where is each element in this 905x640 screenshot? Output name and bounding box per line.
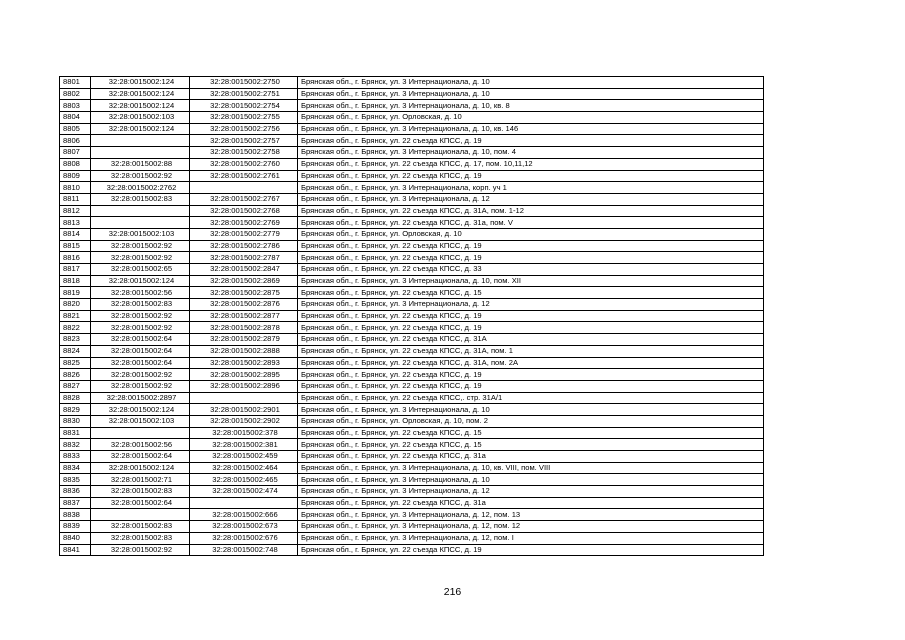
row-number: 8813 [60, 217, 91, 229]
parcel-cadastral-number: 32:28:0015002:64 [91, 497, 190, 509]
table-row [60, 544, 764, 556]
parcel-cadastral-number: 32:28:0015002:103 [91, 415, 190, 427]
object-cadastral-number [190, 182, 298, 194]
parcel-cadastral-number: 32:28:0015002:83 [91, 193, 190, 205]
object-cadastral-number: 32:28:0015002:666 [190, 509, 298, 521]
row-number: 8814 [60, 228, 91, 240]
address: Брянская обл., г. Брянск, ул. 22 съезда КПСС, д. 17, пом. 10,11,12 [298, 158, 764, 170]
row-number: 8817 [60, 264, 91, 276]
object-cadastral-number: 32:28:0015002:2888 [190, 345, 298, 357]
row-number: 8820 [60, 299, 91, 311]
table-row [60, 158, 764, 170]
object-cadastral-number: 32:28:0015002:2756 [190, 123, 298, 135]
object-cadastral-number: 32:28:0015002:474 [190, 486, 298, 498]
table-row [60, 100, 764, 112]
table-row [60, 474, 764, 486]
row-number: 8827 [60, 380, 91, 392]
object-cadastral-number: 32:28:0015002:2875 [190, 287, 298, 299]
object-cadastral-number: 32:28:0015002:2751 [190, 88, 298, 100]
address: Брянская обл., г. Брянск, ул. 22 съезда КПСС, д. 15 [298, 439, 764, 451]
parcel-cadastral-number [91, 217, 190, 229]
row-number: 8804 [60, 112, 91, 124]
object-cadastral-number: 32:28:0015002:2755 [190, 112, 298, 124]
address: Брянская обл., г. Брянск, ул. 3 Интернационала, д. 10, пом. XII [298, 275, 764, 287]
address: Брянская обл., г. Брянск, ул. 22 съезда КПСС, д. 33 [298, 264, 764, 276]
table-row [60, 392, 764, 404]
row-number: 8808 [60, 158, 91, 170]
parcel-cadastral-number [91, 509, 190, 521]
table-row [60, 123, 764, 135]
parcel-cadastral-number [91, 427, 190, 439]
object-cadastral-number: 32:28:0015002:2754 [190, 100, 298, 112]
object-cadastral-number: 32:28:0015002:2878 [190, 322, 298, 334]
row-number: 8841 [60, 544, 91, 556]
row-number: 8838 [60, 509, 91, 521]
table-row [60, 147, 764, 159]
address: Брянская обл., г. Брянск, ул. 22 съезда КПСС, д. 19 [298, 310, 764, 322]
table-row [60, 135, 764, 147]
address: Брянская обл., г. Брянск, ул. 3 Интернационала, д. 10 [298, 474, 764, 486]
row-number: 8835 [60, 474, 91, 486]
parcel-cadastral-number: 32:28:0015002:124 [91, 77, 190, 89]
parcel-cadastral-number: 32:28:0015002:64 [91, 334, 190, 346]
table-row [60, 439, 764, 451]
row-number: 8807 [60, 147, 91, 159]
table-row [60, 228, 764, 240]
parcel-cadastral-number: 32:28:0015002:83 [91, 532, 190, 544]
parcel-cadastral-number: 32:28:0015002:92 [91, 310, 190, 322]
address: Брянская обл., г. Брянск, ул. 3 Интернационала, д. 10 [298, 404, 764, 416]
address: Брянская обл., г. Брянск, ул. 3 Интернационала, д. 12, пом. I [298, 532, 764, 544]
object-cadastral-number: 32:28:0015002:2893 [190, 357, 298, 369]
table-row [60, 264, 764, 276]
parcel-cadastral-number: 32:28:0015002:92 [91, 369, 190, 381]
row-number: 8806 [60, 135, 91, 147]
object-cadastral-number: 32:28:0015002:2901 [190, 404, 298, 416]
row-number: 8810 [60, 182, 91, 194]
table-row [60, 193, 764, 205]
object-cadastral-number: 32:28:0015002:2879 [190, 334, 298, 346]
address: Брянская обл., г. Брянск, ул. 22 съезда КПСС, д. 19 [298, 240, 764, 252]
parcel-cadastral-number: 32:28:0015002:83 [91, 299, 190, 311]
table-row [60, 112, 764, 124]
table-row [60, 182, 764, 194]
address: Брянская обл., г. Брянск, ул. 3 Интернационала, д. 12 [298, 299, 764, 311]
parcel-cadastral-number: 32:28:0015002:65 [91, 264, 190, 276]
address: Брянская обл., г. Брянск, ул. 22 съезда КПСС, д. 31а, пом. V [298, 217, 764, 229]
table-row [60, 497, 764, 509]
table-row [60, 462, 764, 474]
row-number: 8824 [60, 345, 91, 357]
address: Брянская обл., г. Брянск, ул. 3 Интернационала, д. 10, кв. VIII, пом. VIII [298, 462, 764, 474]
object-cadastral-number: 32:28:0015002:2902 [190, 415, 298, 427]
parcel-cadastral-number: 32:28:0015002:64 [91, 451, 190, 463]
parcel-cadastral-number: 32:28:0015002:124 [91, 123, 190, 135]
parcel-cadastral-number: 32:28:0015002:124 [91, 462, 190, 474]
row-number: 8830 [60, 415, 91, 427]
address: Брянская обл., г. Брянск, ул. 3 Интернационала, д. 10, кв. 8 [298, 100, 764, 112]
parcel-cadastral-number: 32:28:0015002:92 [91, 544, 190, 556]
address: Брянская обл., г. Брянск, ул. 3 Интернационала, д. 10, кв. 146 [298, 123, 764, 135]
table-row [60, 415, 764, 427]
parcel-cadastral-number: 32:28:0015002:64 [91, 357, 190, 369]
parcel-cadastral-number: 32:28:0015002:83 [91, 521, 190, 533]
row-number: 8816 [60, 252, 91, 264]
object-cadastral-number: 32:28:0015002:2787 [190, 252, 298, 264]
object-cadastral-number: 32:28:0015002:2779 [190, 228, 298, 240]
table-row [60, 88, 764, 100]
table-row [60, 275, 764, 287]
address: Брянская обл., г. Брянск, ул. 22 съезда КПСС, д. 31А [298, 334, 764, 346]
address: Брянская обл., г. Брянск, ул. Орловская, д. 10 [298, 228, 764, 240]
parcel-cadastral-number: 32:28:0015002:124 [91, 100, 190, 112]
parcel-cadastral-number: 32:28:0015002:103 [91, 112, 190, 124]
row-number: 8833 [60, 451, 91, 463]
table-row [60, 334, 764, 346]
row-number: 8836 [60, 486, 91, 498]
object-cadastral-number: 32:28:0015002:748 [190, 544, 298, 556]
parcel-cadastral-number: 32:28:0015002:71 [91, 474, 190, 486]
object-cadastral-number: 32:28:0015002:2876 [190, 299, 298, 311]
table-row [60, 240, 764, 252]
table-row [60, 427, 764, 439]
address: Брянская обл., г. Брянск, ул. 3 Интернационала, д. 10, пом. 4 [298, 147, 764, 159]
table-row [60, 451, 764, 463]
row-number: 8819 [60, 287, 91, 299]
address: Брянская обл., г. Брянск, ул. 22 съезда КПСС,. стр. 31А/1 [298, 392, 764, 404]
table-row [60, 77, 764, 89]
parcel-cadastral-number [91, 135, 190, 147]
address: Брянская обл., г. Брянск, ул. 22 съезда КПСС, д. 19 [298, 170, 764, 182]
object-cadastral-number: 32:28:0015002:2758 [190, 147, 298, 159]
object-cadastral-number: 32:28:0015002:2757 [190, 135, 298, 147]
object-cadastral-number [190, 392, 298, 404]
row-number: 8831 [60, 427, 91, 439]
address: Брянская обл., г. Брянск, ул. Орловская, д. 10, пом. 2 [298, 415, 764, 427]
table-row [60, 217, 764, 229]
table-row [60, 486, 764, 498]
address: Брянская обл., г. Брянск, ул. 22 съезда КПСС, д. 19 [298, 544, 764, 556]
parcel-cadastral-number: 32:28:0015002:92 [91, 380, 190, 392]
address: Брянская обл., г. Брянск, ул. 3 Интернационала, корп. уч 1 [298, 182, 764, 194]
row-number: 8803 [60, 100, 91, 112]
address: Брянская обл., г. Брянск, ул. 22 съезда КПСС, д. 15 [298, 287, 764, 299]
address: Брянская обл., г. Брянск, ул. 22 съезда КПСС, д. 15 [298, 427, 764, 439]
table-row [60, 380, 764, 392]
address: Брянская обл., г. Брянск, ул. 22 съезда КПСС, д. 19 [298, 369, 764, 381]
row-number: 8840 [60, 532, 91, 544]
table-row [60, 322, 764, 334]
object-cadastral-number [190, 497, 298, 509]
table-row [60, 357, 764, 369]
address: Брянская обл., г. Брянск, ул. 22 съезда КПСС, д. 31А, пом. 2А [298, 357, 764, 369]
parcel-cadastral-number: 32:28:0015002:124 [91, 404, 190, 416]
object-cadastral-number: 32:28:0015002:2769 [190, 217, 298, 229]
parcel-cadastral-number: 32:28:0015002:92 [91, 252, 190, 264]
address: Брянская обл., г. Брянск, ул. 22 съезда КПСС, д. 31А, пом. 1 [298, 345, 764, 357]
parcel-cadastral-number: 32:28:0015002:2897 [91, 392, 190, 404]
object-cadastral-number: 32:28:0015002:673 [190, 521, 298, 533]
object-cadastral-number: 32:28:0015002:2750 [190, 77, 298, 89]
object-cadastral-number: 32:28:0015002:381 [190, 439, 298, 451]
object-cadastral-number: 32:28:0015002:2869 [190, 275, 298, 287]
parcel-cadastral-number: 32:28:0015002:92 [91, 170, 190, 182]
row-number: 8822 [60, 322, 91, 334]
row-number: 8812 [60, 205, 91, 217]
registry-table [59, 76, 764, 556]
row-number: 8834 [60, 462, 91, 474]
address: Брянская обл., г. Брянск, ул. 22 съезда КПСС, д. 19 [298, 380, 764, 392]
object-cadastral-number: 32:28:0015002:2767 [190, 193, 298, 205]
table-row [60, 299, 764, 311]
table-row [60, 404, 764, 416]
object-cadastral-number: 32:28:0015002:2895 [190, 369, 298, 381]
parcel-cadastral-number [91, 205, 190, 217]
object-cadastral-number: 32:28:0015002:465 [190, 474, 298, 486]
row-number: 8811 [60, 193, 91, 205]
table-row [60, 252, 764, 264]
object-cadastral-number: 32:28:0015002:676 [190, 532, 298, 544]
row-number: 8826 [60, 369, 91, 381]
parcel-cadastral-number: 32:28:0015002:83 [91, 486, 190, 498]
parcel-cadastral-number: 32:28:0015002:2762 [91, 182, 190, 194]
row-number: 8825 [60, 357, 91, 369]
address: Брянская обл., г. Брянск, ул. 22 съезда КПСС, д. 19 [298, 322, 764, 334]
parcel-cadastral-number: 32:28:0015002:92 [91, 322, 190, 334]
row-number: 8801 [60, 77, 91, 89]
row-number: 8839 [60, 521, 91, 533]
row-number: 8818 [60, 275, 91, 287]
row-number: 8832 [60, 439, 91, 451]
row-number: 8828 [60, 392, 91, 404]
table-row [60, 170, 764, 182]
object-cadastral-number: 32:28:0015002:2896 [190, 380, 298, 392]
row-number: 8815 [60, 240, 91, 252]
row-number: 8837 [60, 497, 91, 509]
page-number: 216 [443, 586, 462, 598]
object-cadastral-number: 32:28:0015002:2847 [190, 264, 298, 276]
table-row [60, 205, 764, 217]
address: Брянская обл., г. Брянск, ул. 22 съезда КПСС, д. 19 [298, 135, 764, 147]
address: Брянская обл., г. Брянск, ул. 3 Интернационала, д. 10 [298, 77, 764, 89]
table-row [60, 345, 764, 357]
row-number: 8823 [60, 334, 91, 346]
parcel-cadastral-number: 32:28:0015002:103 [91, 228, 190, 240]
parcel-cadastral-number [91, 147, 190, 159]
address: Брянская обл., г. Брянск, ул. 3 Интернационала, д. 10 [298, 88, 764, 100]
row-number: 8829 [60, 404, 91, 416]
table-row [60, 310, 764, 322]
address: Брянская обл., г. Брянск, ул. 3 Интернационала, д. 12, пом. 12 [298, 521, 764, 533]
address: Брянская обл., г. Брянск, ул. 22 съезда КПСС, д. 19 [298, 252, 764, 264]
address: Брянская обл., г. Брянск, ул. 3 Интернационала, д. 12 [298, 486, 764, 498]
parcel-cadastral-number: 32:28:0015002:124 [91, 88, 190, 100]
row-number: 8821 [60, 310, 91, 322]
address: Брянская обл., г. Брянск, ул. 22 съезда КПСС, д. 31а [298, 451, 764, 463]
address: Брянская обл., г. Брянск, ул. 3 Интернационала, д. 12 [298, 193, 764, 205]
table-row [60, 287, 764, 299]
parcel-cadastral-number: 32:28:0015002:64 [91, 345, 190, 357]
table-row [60, 521, 764, 533]
object-cadastral-number: 32:28:0015002:2761 [190, 170, 298, 182]
table-row [60, 509, 764, 521]
object-cadastral-number: 32:28:0015002:378 [190, 427, 298, 439]
object-cadastral-number: 32:28:0015002:464 [190, 462, 298, 474]
parcel-cadastral-number: 32:28:0015002:88 [91, 158, 190, 170]
row-number: 8805 [60, 123, 91, 135]
parcel-cadastral-number: 32:28:0015002:124 [91, 275, 190, 287]
address: Брянская обл., г. Брянск, ул. 3 Интернационала, д. 12, пом. 13 [298, 509, 764, 521]
table-row [60, 369, 764, 381]
address: Брянская обл., г. Брянск, ул. Орловская, д. 10 [298, 112, 764, 124]
parcel-cadastral-number: 32:28:0015002:56 [91, 287, 190, 299]
parcel-cadastral-number: 32:28:0015002:56 [91, 439, 190, 451]
address: Брянская обл., г. Брянск, ул. 22 съезда КПСС, д. 31А, пом. 1-12 [298, 205, 764, 217]
row-number: 8802 [60, 88, 91, 100]
row-number: 8809 [60, 170, 91, 182]
object-cadastral-number: 32:28:0015002:2768 [190, 205, 298, 217]
registry-table-body [60, 77, 764, 556]
table-row [60, 532, 764, 544]
object-cadastral-number: 32:28:0015002:2877 [190, 310, 298, 322]
object-cadastral-number: 32:28:0015002:2760 [190, 158, 298, 170]
object-cadastral-number: 32:28:0015002:2786 [190, 240, 298, 252]
parcel-cadastral-number: 32:28:0015002:92 [91, 240, 190, 252]
address: Брянская обл., г. Брянск, ул. 22 съезда КПСС, д. 31а [298, 497, 764, 509]
object-cadastral-number: 32:28:0015002:459 [190, 451, 298, 463]
